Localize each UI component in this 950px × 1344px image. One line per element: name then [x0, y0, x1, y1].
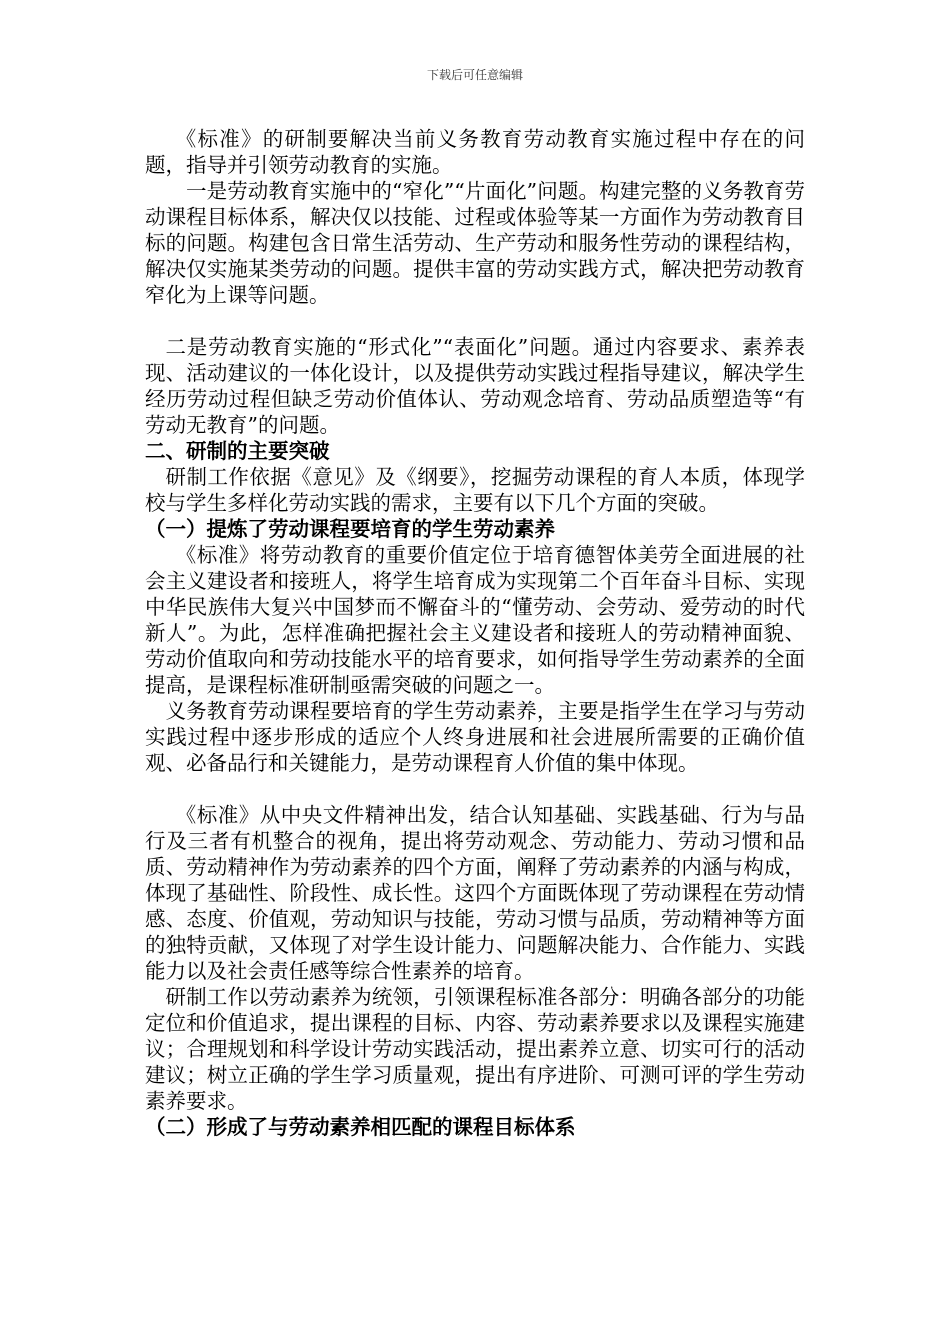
paragraph-issue-two: 二是劳动教育实施的“形式化”“表面化”问题。通过内容要求、素养表现、活动建议的一体化设计，以及提供劳动实践过程指导建议，解决学生经历劳动过程但缺乏劳动价值体认、劳动观念培育、劳动品质塑造等“有劳动无教育”的问题。 — [145, 335, 805, 437]
paragraph-four-aspects: 《标准》从中央文件精神出发，结合认知基础、实践基础、行为与品行及三者有机整合的视角，提出将劳动观念、劳动能力、劳动习惯和品质、劳动精神作为劳动素养的四个方面，阐释了劳动素养的内涵与构成，体现了基础性、阶段性、成长性。这四个方面既体现了劳动课程在劳动情感、态度、价值观，劳动知识与技能，劳动习惯与品质，劳动精神等方面的独特贡献，又体现了对学生设计能力、问题解决能力、合作能力、实践能力以及社会责任感等综合性素养的培育。 — [145, 803, 805, 983]
header-note: 下载后可任意编辑 — [426, 68, 523, 82]
paragraph-standard-positioning: 《标准》将劳动教育的重要价值定位于培育德智体美劳全面进展的社会主义建设者和接班人，将学生培育成为实现第二个百年奋斗目标、实现中华民族伟大复兴中国梦而不懈奋斗的“懂劳动、会劳动、爱劳动的时代新人”。为此，怎样准确把握社会主义建设者和接班人的劳动精神面貌、劳动价值取向和劳动技能水平的培育要求，如何指导学生劳动素养的全面提高，是课程标准研制亟需突破的问题之一。 — [145, 543, 805, 697]
section-heading-breakthroughs: 二、研制的主要突破 — [145, 439, 330, 463]
paragraph-labor-literacy-definition: 义务教育劳动课程要培育的学生劳动素养，主要是指学生在学习与劳动实践过程中逐步形成的适应个人终身进展和社会进展所需要的正确价值观、必备品行和关键能力，是劳动课程育人价值的集中体现。 — [145, 699, 805, 775]
document-body — [145, 126, 805, 1140]
paragraph-intro: 《标准》的研制要解决当前义务教育劳动教育实施过程中存在的问题，指导并引领劳动教育的实施。 — [145, 127, 805, 177]
subsection-heading-one: （一）提炼了劳动课程要培育的学生劳动素养 — [145, 517, 555, 541]
paragraph-research-lead: 研制工作以劳动素养为统领，引领课程标准各部分：明确各部分的功能定位和价值追求，提出课程的目标、内容、劳动素养要求以及课程实施建议；合理规划和科学设计劳动实践活动，提出素养立意、切实可行的活动建议；树立正确的学生学习质量观，提出有序进阶、可测可评的学生劳动素养要求。 — [145, 985, 805, 1113]
paragraph-issue-one: 一是劳动教育实施中的“窄化”“片面化”问题。构建完整的义务教育劳动课程目标体系，解决仅以技能、过程或体验等某一方面作为劳动教育目标的问题。构建包含日常生活劳动、生产劳动和服务性劳动的课程结构，解决仅实施某类劳动的问题。提供丰富的劳动实践方式，解决把劳动教育窄化为上课等问题。 — [145, 179, 805, 307]
paragraph-breakthroughs-intro: 研制工作依据《意见》及《纲要》，挖掘劳动课程的育人本质，体现学校与学生多样化劳动实践的需求，主要有以下几个方面的突破。 — [145, 465, 805, 515]
subsection-heading-two: （二）形成了与劳动素养相匹配的课程目标体系 — [145, 1115, 576, 1139]
